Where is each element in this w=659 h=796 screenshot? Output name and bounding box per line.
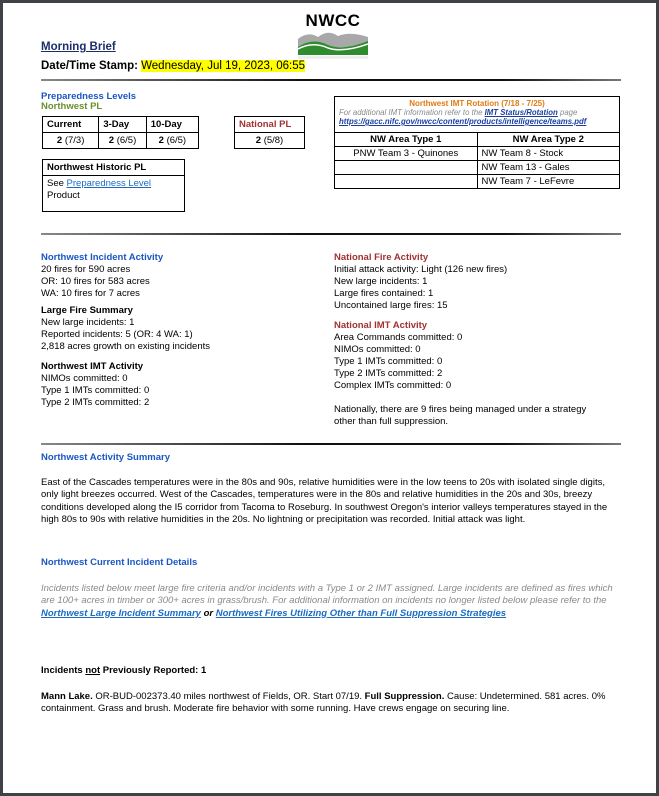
national-imt-activity-heading: National IMT Activity [334,320,428,331]
document-page [3,3,656,793]
type2-team: NW Team 13 - Gales [477,161,619,175]
incident-details-heading: Northwest Current Incident Details [41,557,198,568]
morning-brief-title[interactable]: Morning Brief [41,41,116,53]
col-10day: 10-Day [146,117,198,133]
preparedness-level-link[interactable]: Preparedness Level [66,178,152,189]
imt-teams-table [335,133,619,188]
large-fire-summary-heading: Large Fire Summary [41,305,133,316]
large-incident-summary-link[interactable]: Northwest Large Incident Summary [41,607,201,619]
nwcc-logo [298,13,368,61]
northwest-activity-column: Northwest Incident Activity 20 fires for 590 acres OR: 10 fires for 583 acres WA: 10 fires for 7 acres Large Fire Summary New large incidents: 1 Reported incidents: 5 (OR: 4 WA: 1) 2,818 acres growth on existing incidents Northwest IMT Activity NIMOs committed: 0 Type 1 IMTs committed: 0 Type 2 IMTs committed: 2 [41,252,321,409]
northwest-pl-heading: Northwest PL [41,101,103,112]
col-type2: NW Area Type 2 [477,133,619,147]
imt-info-text: For additional IMT information refer to the IMT Status/Rotation page [339,108,578,117]
national-pl-table [234,116,305,149]
incident-entry: Mann Lake. OR-BUD-002373.40 miles northwest of Fields, OR. Start 07/19. Full Suppression. Cause: Undetermined. 581 acres. 0% containment. Grass and brush. Moderate fire behavior with some running. Have crews engage on securing line. [41,691,606,715]
nw-incident-activity-heading: Northwest Incident Activity [41,252,164,263]
national-pl-value: 2 (5/8) [235,133,305,149]
col-type1: NW Area Type 1 [370,134,442,145]
imt-status-link[interactable]: IMT Status/Rotation [484,108,558,117]
national-pl-heading: National PL [235,117,305,133]
incident-name: Mann Lake. [41,691,93,702]
imt-rotation-box [334,96,620,189]
incident-strategy: Full Suppression. [364,691,445,702]
other-than-full-suppression-link[interactable]: Northwest Fires Utilizing Other than Full Suppression Strategies [215,607,507,619]
type2-team: NW Team 7 - LeFevre [477,175,619,189]
col-current: Current [43,117,99,133]
current-pl: 2 (7/3) [43,133,99,149]
10day-pl: 2 (6/5) [146,133,198,149]
3day-pl: 2 (6/5) [99,133,146,149]
nw-imt-activity-heading: Northwest IMT Activity [41,361,144,372]
imt-rotation-title: Northwest IMT Rotation (7/18 - 7/25) [409,99,545,108]
col-3day: 3-Day [99,117,146,133]
new-incidents-heading: Incidents not Previously Reported: 1 [41,665,207,676]
national-fire-activity-heading: National Fire Activity [334,252,429,263]
type1-team: PNW Team 3 - Quinones [335,147,477,161]
datestamp-value: Wednesday, Jul 19, 2023, 06:55 [141,60,306,72]
imt-teams-url[interactable]: https://gacc.nifc.gov/nwcc/content/products/intelligence/teams.pdf [339,117,587,126]
activity-summary-heading: Northwest Activity Summary [41,452,170,463]
national-activity-column: National Fire Activity Initial attack activity: Light (126 new fires) New large incidents: 1 Large fires contained: 1 Uncontained large fires: 15 National IMT Activity Area Commands committed: 0 NIMOs committed: 0 Type 1 IMTs committed: 0 Type 2 IMTs committed: 2 Complex IMTs committed: 0 Nationally, there are 9 fires being managed under a strategy other than full suppression. [334,252,619,428]
incident-details-note: Incidents listed below meet large fire criteria and/or incidents with a Type 1 or 2 IMT assigned. Large incidents are defined as fires which are 100+ acres in timber or 300+ acres in grass/brush. For additional information on incidents no longer listed below please refer to the Northwest Large Incident Summary or Northwest Fires Utilizing Other than Full Suppression Strategies [41,583,613,619]
preparedness-heading: Preparedness Levels [41,91,137,102]
divider [41,443,621,445]
datestamp [41,60,305,72]
historic-pl-heading: Northwest Historic PL [43,160,184,176]
type2-team: NW Team 8 - Stock [477,147,619,161]
northwest-pl-table [42,116,199,149]
activity-summary-text: East of the Cascades temperatures were in the 80s and 90s, relative humidities were in the low teens to 20s with isolated single digits, only light breezes occurred. West of the Cascades, temperatures were in the 80s and relative humidities in the 20s and 30s, breezy conditions developed along the I5 corridor from Tacoma to Roseburg. In southwest Oregon's interior valleys temperatures stayed in the high 80s to 90s with relative humidities in the 20s. No lightning or precipitation was recorded. Initial attack was light. [41,477,608,525]
datestamp-label: Date/Time Stamp: [41,60,138,72]
divider [41,233,621,235]
mountain-logo-icon [298,29,368,59]
historic-pl-box: Northwest Historic PL See Preparedness Level Product [42,159,185,212]
national-note: Nationally, there are 9 fires being managed under a strategy other than full suppression. [334,404,587,427]
divider [41,79,621,81]
logo-text: NWCC [305,11,361,30]
